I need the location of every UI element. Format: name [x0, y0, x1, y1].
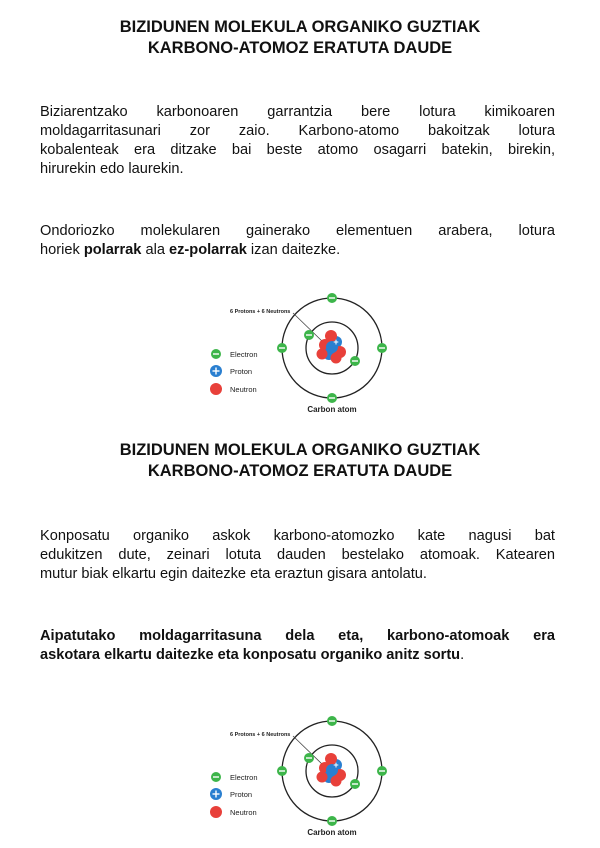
legend-electron-label: Electron: [230, 350, 258, 359]
section1-para2-line: [40, 241, 555, 260]
electron-minus: [329, 720, 335, 721]
section2-para1-line: mutur biak elkartu egin daitezke eta eraztun gisara antolatu.: [40, 566, 427, 582]
carbon-atom-diagram-2: [195, 713, 405, 843]
electron-minus: [352, 783, 358, 784]
legend-neutron-label: Neutron: [230, 808, 257, 817]
section2-para1-line: edukitzen dute, zeinari lotuta dauden bestelako atomoak. Katearen: [40, 547, 555, 563]
para2-period: .: [460, 647, 465, 663]
section1-para1-line: kobalenteak era ditzake bai beste atomo osagarri batekin, birekin,: [40, 142, 555, 158]
nucleus-label: 6 Protons + 6 Neutrons: [230, 732, 291, 738]
section1-para1-line: moldagarritasunari zor zaio. Karbono-atomo bakoitzak lotura: [40, 123, 555, 139]
para2-text: horiek: [40, 242, 84, 258]
legend-proton-label: Proton: [230, 367, 253, 376]
electron-minus: [352, 360, 358, 361]
section2-para2-line: Aipatutako moldagarritasuna dela eta, karbono-atomoak era: [40, 628, 555, 644]
section1-para1-line: Biziarentzako karbonoaren garrantzia bere lotura kimikoaren: [40, 104, 555, 120]
legend-proton-label: Proton: [230, 790, 253, 799]
electron-minus: [329, 297, 335, 298]
section1-para1-line: hirurekin edo laurekin.: [40, 161, 184, 177]
section2-paragraph1: [40, 527, 555, 584]
section1-title: [40, 17, 560, 59]
carbon-atom-svg: [195, 713, 405, 843]
legend: [210, 772, 258, 818]
section2-paragraph2: [40, 627, 555, 665]
legend-neutron-label: Neutron: [230, 385, 257, 394]
nonpolar-term: ez-polarrak: [169, 242, 247, 258]
electron-minus: [379, 347, 385, 348]
electron-minus: [306, 334, 312, 335]
electron-minus: [329, 820, 335, 821]
electron-minus: [279, 347, 285, 348]
proton-sign: +: [333, 337, 339, 347]
diagram-caption: Carbon atom: [307, 405, 357, 414]
section1-title-line2: KARBONO-ATOMOZ ERATUTA DAUDE: [147, 39, 453, 57]
para2-bold-text: askotara elkartu daitezke eta konposatu organiko anitz sortu: [40, 647, 461, 663]
para2-text: ala: [141, 242, 169, 258]
carbon-atom-diagram-1: [195, 290, 405, 420]
nucleus: [317, 753, 347, 787]
proton-sign: +: [333, 760, 339, 770]
section2-title-line1: BIZIDUNEN MOLEKULA ORGANIKO GUZTIAK: [119, 441, 481, 459]
section2-title: [40, 440, 560, 482]
carbon-atom-svg: [195, 290, 405, 420]
legend: [210, 349, 258, 395]
electron-minus: [379, 770, 385, 771]
nucleus: [317, 330, 347, 364]
legend-neutron-icon: [210, 383, 222, 395]
electron-minus: [329, 397, 335, 398]
nucleus-label: 6 Protons + 6 Neutrons: [230, 309, 291, 315]
electron-minus: [279, 770, 285, 771]
section1-paragraph1: [40, 103, 555, 179]
legend-electron-label: Electron: [230, 773, 258, 782]
legend-neutron-icon: [210, 806, 222, 818]
electron-minus: [306, 757, 312, 758]
polar-term: polarrak: [83, 242, 142, 258]
section1-title-line1: BIZIDUNEN MOLEKULA ORGANIKO GUZTIAK: [119, 18, 481, 36]
section2-para2-line: [40, 646, 555, 665]
section1-paragraph2: [40, 222, 555, 260]
section1-para2-line: Ondoriozko molekularen gainerako elementuen arabera, lotura: [40, 223, 555, 239]
para2-text: izan daitezke.: [246, 242, 341, 258]
diagram-caption: Carbon atom: [307, 828, 357, 837]
section2-title-line2: KARBONO-ATOMOZ ERATUTA DAUDE: [147, 462, 453, 480]
section2-para1-line: Konposatu organiko askok karbono-atomozko kate nagusi bat: [40, 528, 555, 544]
